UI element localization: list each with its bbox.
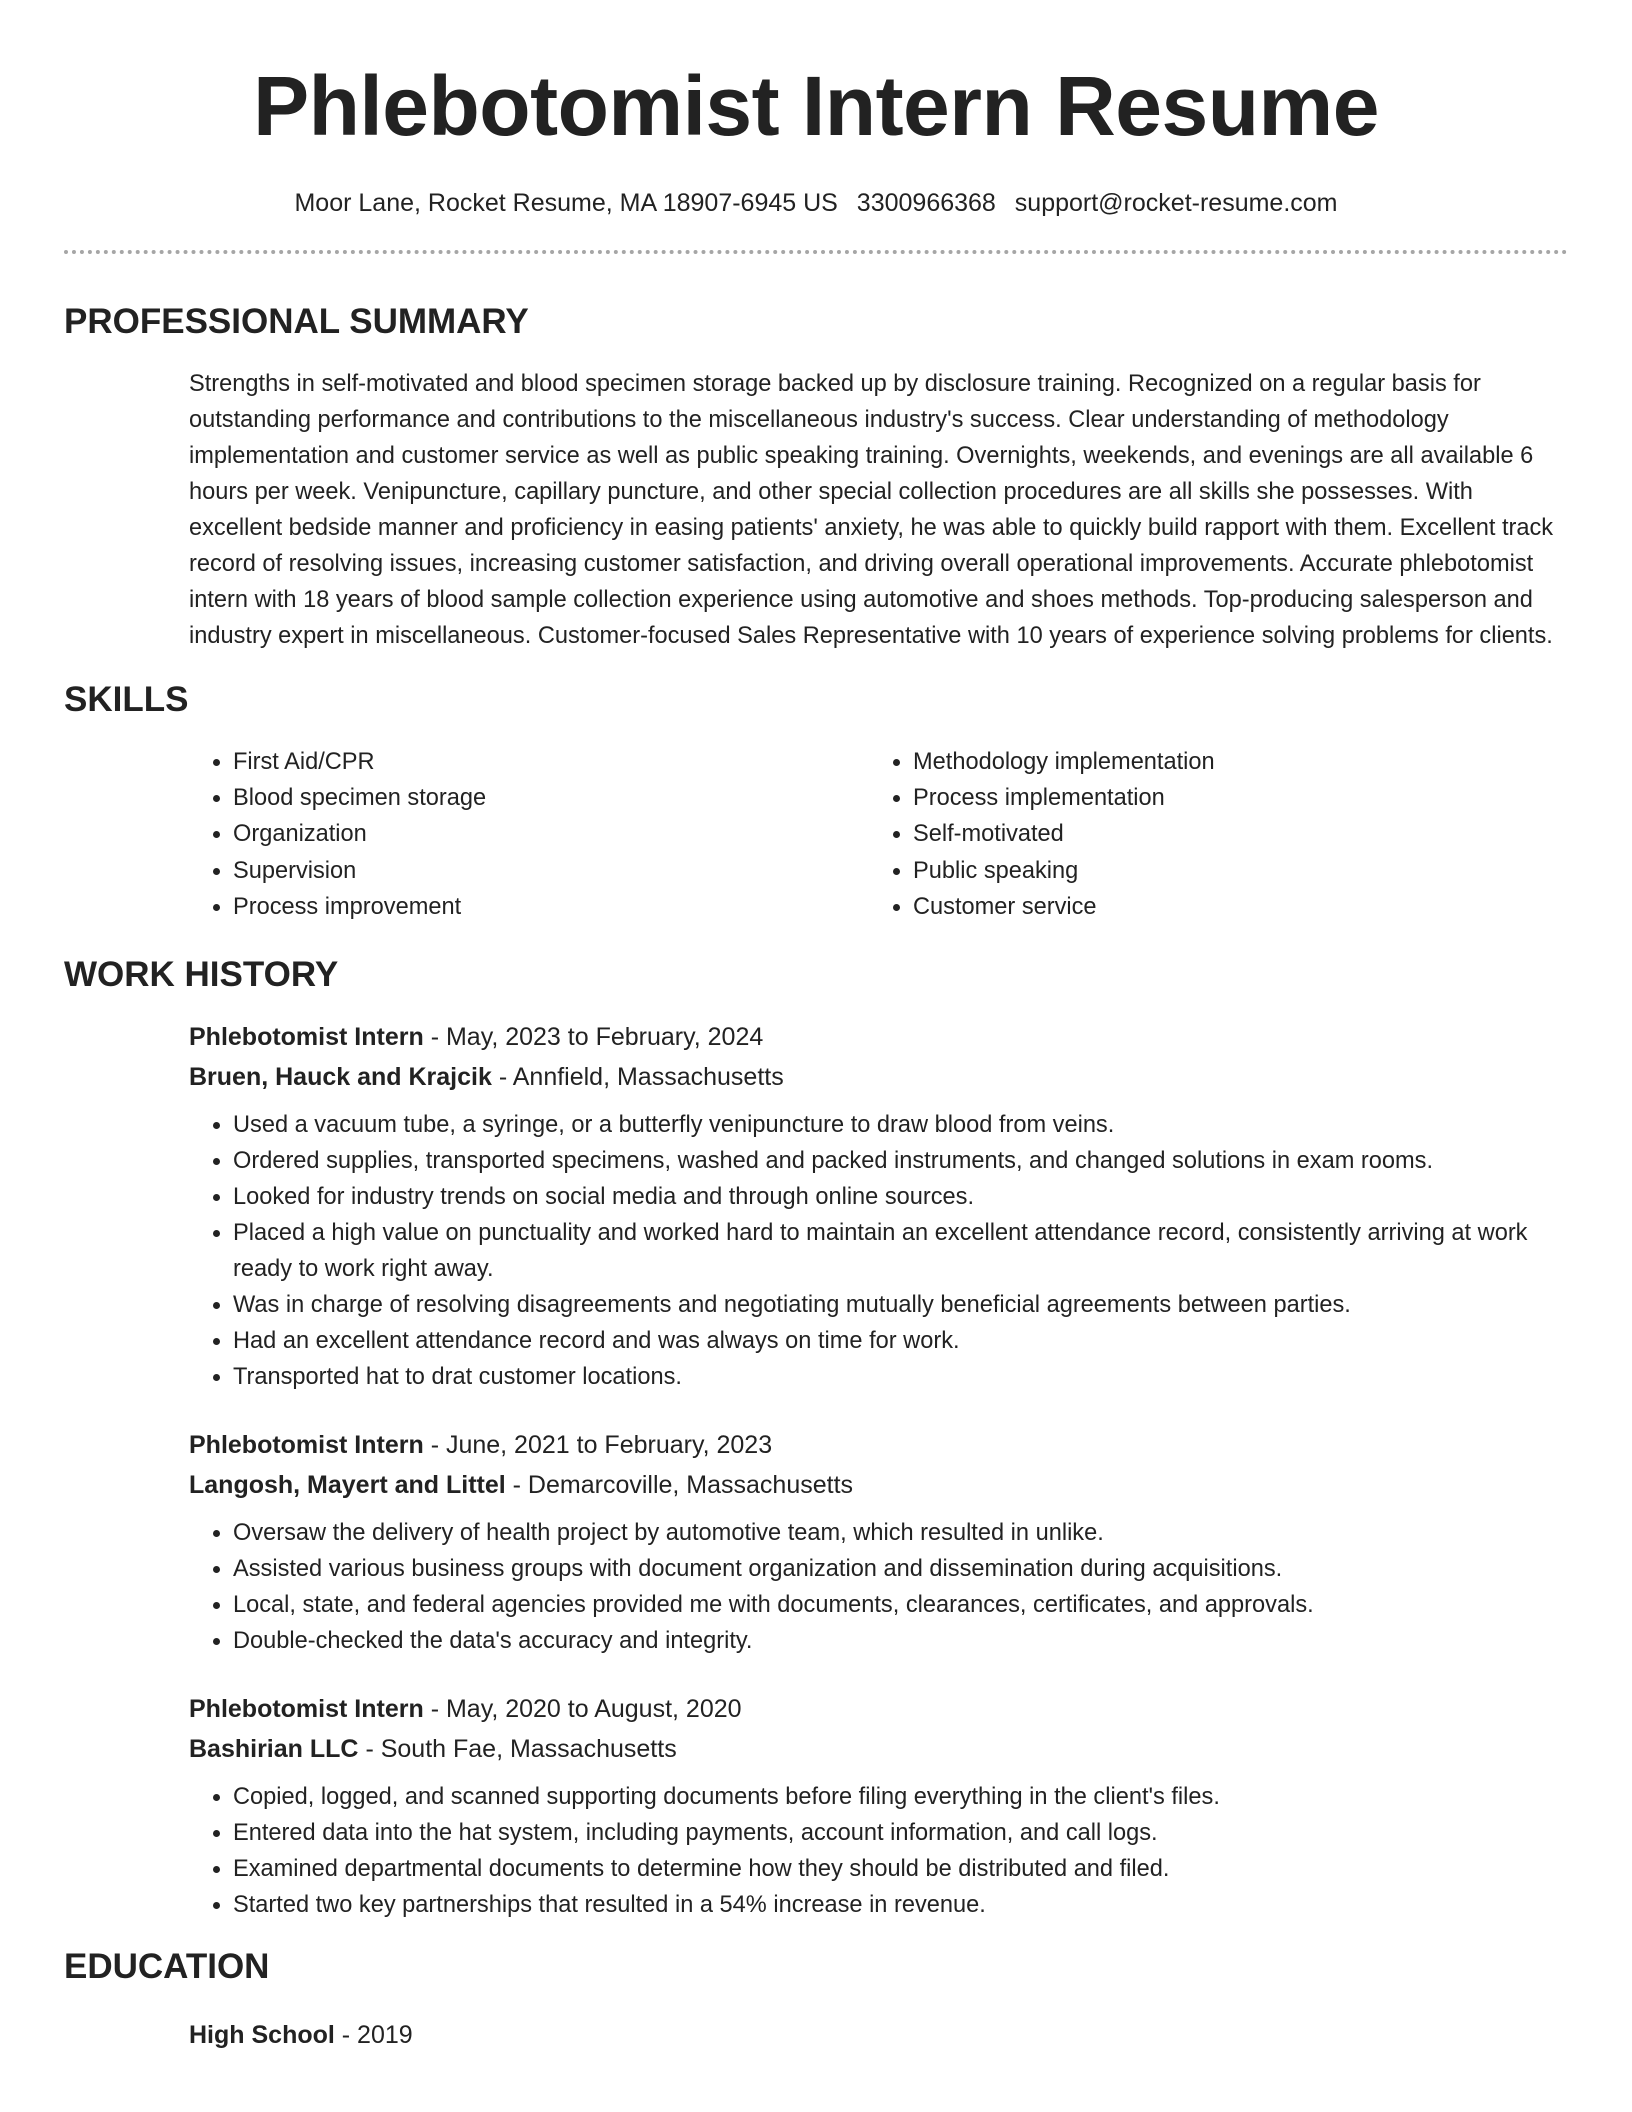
job-bullets xyxy=(64,1779,1568,1923)
job-entry xyxy=(189,1689,1568,1923)
skill-item: • Public speaking xyxy=(913,853,1215,889)
job-company-line xyxy=(189,1465,1568,1505)
job-company: Bashirian LLC xyxy=(189,1735,359,1764)
education-heading: EDUCATION xyxy=(64,1947,270,1987)
skill-item: • Organization xyxy=(233,816,869,852)
job-dates: - May, 2023 to February, 2024 xyxy=(430,1023,764,1052)
address-text: Moor Lane, Rocket Resume, MA 18907-6945 US xyxy=(294,189,838,217)
resume-title: Phlebotomist Intern Resume xyxy=(253,59,1379,153)
job-bullet: • Local, state, and federal agencies provided me with documents, clearances, certificates, and approvals. xyxy=(233,1587,1568,1623)
contact-line xyxy=(64,188,1568,218)
job-company-line xyxy=(189,1057,1568,1097)
job-dates: - May, 2020 to August, 2020 xyxy=(430,1695,742,1724)
job-bullets xyxy=(64,1515,1568,1659)
skill-item: • Process improvement xyxy=(233,889,869,925)
job-bullets xyxy=(64,1107,1568,1395)
skill-item: • Customer service xyxy=(913,889,1215,925)
job-title: Phlebotomist Intern xyxy=(189,1023,424,1052)
job-bullet: • Used a vacuum tube, a syringe, or a butterfly venipuncture to draw blood from veins. xyxy=(233,1107,1568,1143)
job-bullet: • Transported hat to drat customer locations. xyxy=(233,1359,1568,1395)
job-title-line xyxy=(189,1689,1568,1729)
header-divider xyxy=(64,250,1568,254)
skill-item: • First Aid/CPR xyxy=(233,744,869,780)
summary-text: Strengths in self-motivated and blood specimen storage backed up by disclosure training. Recognized on a regular basis for outstanding performance and contributions to the miscellaneous industry's success. Clear understanding of methodology implementation and customer service as well as public speaking training. Overnights, weekends, and evenings are all available 6 hours per week. Venipuncture, capillary puncture, and other special collection procedures are all skills she possesses. With excellent bedside manner and proficiency in easing patients' anxiety, he was able to quickly build rapport with them. Excellent track record of resolving issues, increasing customer satisfaction, and driving overall operational improvements. Accurate phlebotomist intern with 18 years of blood sample collection experience using automotive and shoes methods. Top-producing salesperson and industry expert in miscellaneous. Customer-focused Sales Representative with 10 years of experience solving problems for clients. xyxy=(189,371,1554,649)
job-location: - Annfield, Massachusetts xyxy=(498,1063,784,1092)
job-bullet: • Ordered supplies, transported specimens, washed and packed instruments, and changed solutions in exam rooms. xyxy=(233,1143,1568,1179)
job-entry xyxy=(189,1017,1568,1395)
job-bullet: • Had an excellent attendance record and was always on time for work. xyxy=(233,1323,1568,1359)
education-line xyxy=(189,2015,1568,2055)
job-bullet: • Started two key partnerships that resulted in a 54% increase in revenue. xyxy=(233,1887,1568,1923)
job-title-line xyxy=(189,1425,1568,1465)
skills-column-2 xyxy=(869,744,1215,925)
skills-column-1 xyxy=(189,744,869,925)
education-year: - 2019 xyxy=(341,2021,413,2050)
skill-item: • Self-motivated xyxy=(913,816,1215,852)
job-bullet: • Oversaw the delivery of health project by automotive team, which resulted in unlike. xyxy=(233,1515,1568,1551)
skill-item: • Supervision xyxy=(233,853,869,889)
skill-item: • Blood specimen storage xyxy=(233,780,869,816)
job-bullet: • Was in charge of resolving disagreements and negotiating mutually beneficial agreements between parties. xyxy=(233,1287,1568,1323)
job-company-line xyxy=(189,1729,1568,1769)
phone-text: 3300966368 xyxy=(856,189,996,217)
work-history-heading: WORK HISTORY xyxy=(64,955,339,995)
skills-list xyxy=(189,744,1568,925)
skill-item: • Process implementation xyxy=(913,780,1215,816)
education-degree: High School xyxy=(189,2021,335,2050)
job-company: Langosh, Mayert and Littel xyxy=(189,1471,506,1500)
job-company: Bruen, Hauck and Krajcik xyxy=(189,1063,492,1092)
education-entry xyxy=(189,2015,1568,2055)
job-bullet: • Copied, logged, and scanned supporting documents before filing everything in the client's files. xyxy=(233,1779,1568,1815)
summary-heading: PROFESSIONAL SUMMARY xyxy=(64,302,529,341)
job-bullet: • Examined departmental documents to determine how they should be distributed and filed. xyxy=(233,1851,1568,1887)
job-title: Phlebotomist Intern xyxy=(189,1431,424,1460)
job-bullet: • Assisted various business groups with document organization and dissemination during acquisitions. xyxy=(233,1551,1568,1587)
job-title-line xyxy=(189,1017,1568,1057)
job-entry xyxy=(189,1425,1568,1659)
skill-item: • Methodology implementation xyxy=(913,744,1215,780)
job-bullet: • Looked for industry trends on social media and through online sources. xyxy=(233,1179,1568,1215)
job-bullet: • Entered data into the hat system, including payments, account information, and call logs. xyxy=(233,1815,1568,1851)
job-bullet: • Double-checked the data's accuracy and integrity. xyxy=(233,1623,1568,1659)
email-text: support@rocket-resume.com xyxy=(1014,189,1338,217)
skills-heading: SKILLS xyxy=(64,680,189,719)
job-title: Phlebotomist Intern xyxy=(189,1695,424,1724)
job-location: - South Fae, Massachusetts xyxy=(365,1735,677,1764)
job-location: - Demarcoville, Massachusetts xyxy=(512,1471,854,1500)
job-dates: - June, 2021 to February, 2023 xyxy=(430,1431,773,1460)
job-bullet: • Placed a high value on punctuality and worked hard to maintain an excellent attendance record, consistently arriving at work ready to work right away. xyxy=(233,1215,1568,1287)
